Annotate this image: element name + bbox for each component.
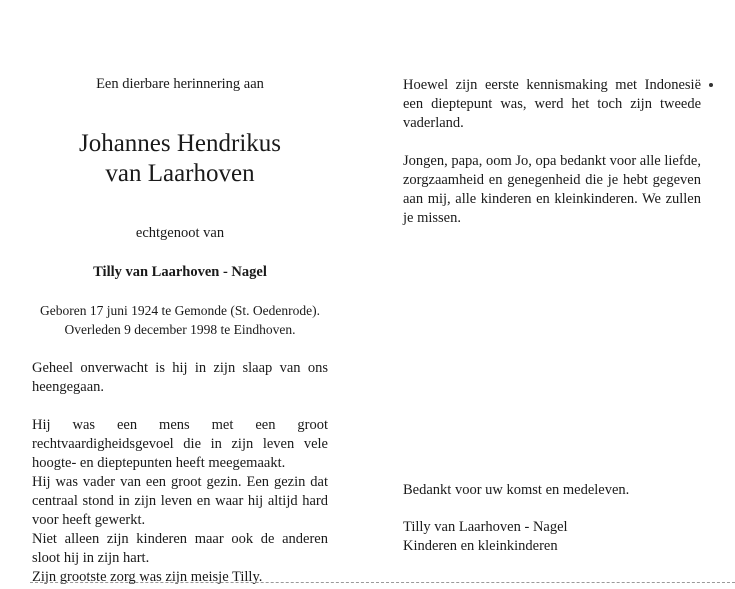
signature-line-1: Tilly van Laarhoven - Nagel xyxy=(403,519,568,535)
deceased-name xyxy=(32,129,328,189)
para-line: Zijn grootste zorg was zijn meisje Tilly. xyxy=(32,569,263,585)
life-dates xyxy=(32,301,328,339)
name-line-1: Johannes Hendrikus xyxy=(78,130,282,157)
signature-block xyxy=(403,518,568,556)
para-line: Niet alleen zijn kinderen maar ook de anderen sloot hij in zijn hart. xyxy=(32,531,328,566)
para-line: Hij was een mens met een groot rechtvaardigheidsgevoel die in zijn leven vele hoogte- en dieptepunten heeft meegemaakt. xyxy=(32,417,328,471)
birth-date: Geboren 17 juni 1924 te Gemonde (St. Oedenrode). xyxy=(39,303,321,318)
name-line-2: van Laarhoven xyxy=(105,160,255,187)
paragraph-passing: Geheel onverwacht is hij in zijn slaap van ons heengegaan. xyxy=(32,360,328,395)
para-line: Hij was vader van een groot gezin. Een gezin dat centraal stond in zijn leven en waar hij altijd hard voor heeft gewerkt. xyxy=(32,474,328,528)
death-date: Overleden 9 december 1998 te Eindhoven. xyxy=(64,322,296,337)
left-column xyxy=(32,76,328,587)
paragraph-farewell: Jongen, papa, oom Jo, opa bedankt voor alle liefde, zorgzaamheid en genegenheid die je hebt gegeven aan mij, alle kinderen en kleinkinderen. We zullen je missen. xyxy=(403,153,701,226)
right-column xyxy=(403,76,701,228)
thanks-text: Bedankt voor uw komst en medeleven. xyxy=(403,482,630,498)
signature-line-2: Kinderen en kleinkinderen xyxy=(403,538,558,554)
spouse-label: echtgenoot van xyxy=(135,225,225,241)
spouse-name: Tilly van Laarhoven - Nagel xyxy=(93,264,267,280)
fold-line xyxy=(30,582,735,583)
paragraph-character xyxy=(32,416,328,587)
intro-text: Een dierbare herinnering aan xyxy=(96,76,264,92)
paragraph-indonesia: Hoewel zijn eerste kennismaking met Indonesië een dieptepunt was, werd het toch zijn tweede vaderland. xyxy=(403,77,701,131)
speck-mark xyxy=(709,83,713,87)
